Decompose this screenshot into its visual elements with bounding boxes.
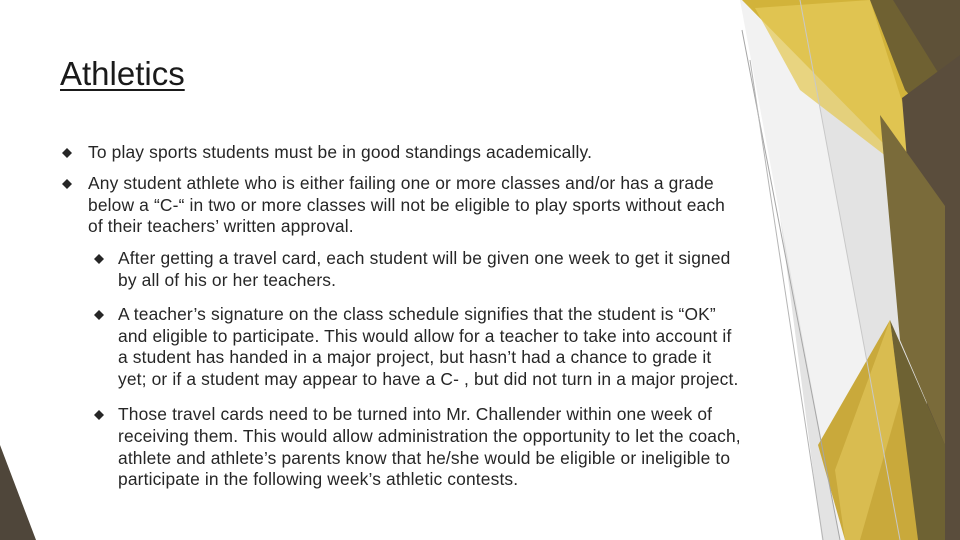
bullet-text: To play sports students must be in good standings academically. — [88, 142, 593, 162]
diamond-bullet-icon — [62, 148, 72, 158]
bullet-item — [62, 142, 742, 164]
diamond-bullet-icon — [94, 410, 104, 420]
diamond-bullet-icon — [94, 310, 104, 320]
diamond-bullet-icon — [94, 254, 104, 264]
bullet-text: Any student athlete who is either failing one or more classes and/or has a grade below a “C-“ in two or more classes will not be eligible to play sports without each of their teachers’ written approval. — [88, 172, 726, 237]
sub-bullet-item — [62, 304, 742, 391]
bullet-text: A teacher’s signature on the class schedule signifies that the student is “OK” and eligible to participate. This would allow for a teacher to take into account if a student has handed in a major project, but hasn’t had a chance to grade it yet; or if a student may appear to have a C- , but did not turn in a major project. — [118, 303, 739, 390]
slide-title: Athletics — [60, 55, 185, 92]
bullet-text: After getting a travel card, each student will be given one week to get it signed by all of his or her teachers. — [118, 248, 731, 290]
bullet-item — [62, 173, 742, 238]
sub-bullet-item — [62, 248, 742, 292]
left-dark-facet — [0, 445, 36, 540]
bullet-text: Those travel cards need to be turned into Mr. Challender within one week of receiving them. This would allow administration the opportunity to let the coach, athlete and athlete’s parents know that he/she would be eligible or ineligible to participate in the following week’s athletic contests. — [118, 403, 741, 490]
sub-bullet-item — [62, 404, 742, 491]
bullet-list — [62, 142, 742, 491]
diamond-bullet-icon — [62, 179, 72, 189]
